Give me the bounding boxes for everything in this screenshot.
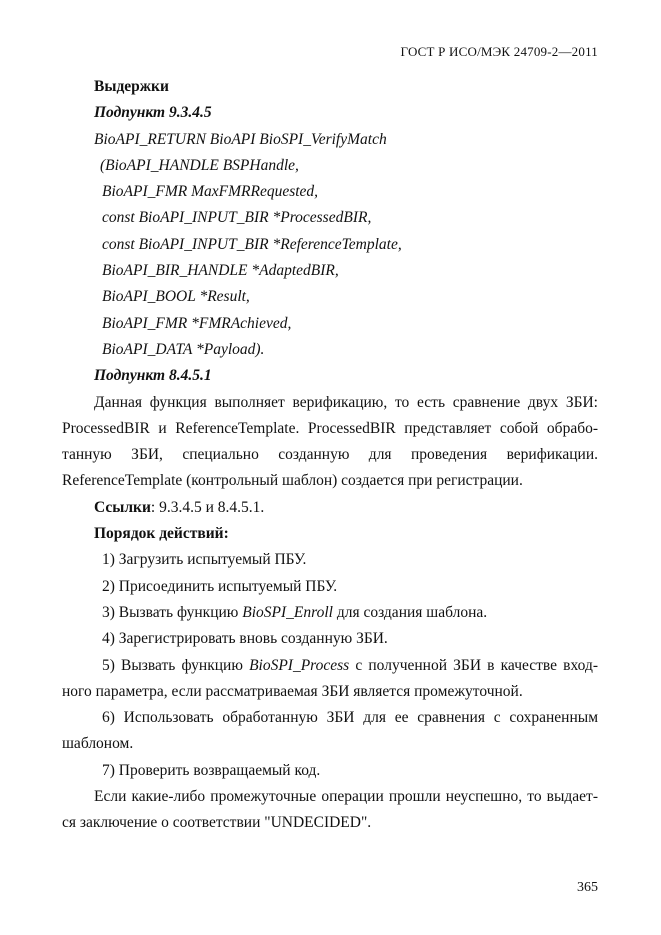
- references-line: [62, 495, 598, 521]
- procedure-step: [62, 600, 598, 626]
- subclause-heading-1: Подпункт 9.3.4.5: [94, 104, 212, 122]
- step-text: с полученной ЗБИ в качестве вход-: [349, 656, 598, 674]
- procedure-step-continued: ного параметра, если рассматриваемая ЗБИ является промежуточной.: [62, 682, 523, 700]
- function-name: BioSPI_Enroll: [242, 603, 333, 621]
- procedure-step: 6) Использовать обработанную ЗБИ для ее сравнения с сохраненным: [102, 709, 598, 727]
- subclause-heading-2: Подпункт 8.4.5.1: [94, 367, 212, 385]
- procedure-step: [62, 653, 598, 679]
- code-line: BioAPI_BIR_HANDLE *AdaptedBIR,: [102, 262, 339, 280]
- procedure-step-continued: шаблоном.: [62, 735, 134, 753]
- procedure-step: 7) Проверить возвращаемый код.: [102, 761, 321, 779]
- description-line: ReferenceTemplate (контрольный шаблон) создается при регистрации.: [62, 472, 523, 490]
- references-label: Ссылки: [94, 498, 151, 516]
- code-line: BioAPI_BOOL *Result,: [102, 288, 250, 306]
- excerpts-heading: Выдержки: [94, 78, 169, 95]
- procedure-step: 1) Загрузить испытуемый ПБУ.: [102, 551, 307, 569]
- procedure-heading: Порядок действий:: [94, 525, 229, 543]
- step-text: для создания шаблона.: [332, 603, 488, 621]
- page-number: 365: [577, 880, 598, 895]
- code-line: BioAPI_DATA *Payload).: [102, 340, 265, 358]
- code-line: const BioAPI_INPUT_BIR *ProcessedBIR,: [102, 209, 372, 227]
- standard-header: ГОСТ Р ИСО/МЭК 24709-2—2011: [400, 44, 598, 59]
- description-line: Данная функция выполняет верификацию, то есть сравнение двух ЗБИ:: [94, 393, 598, 411]
- description-line: танную ЗБИ, специально созданную для проведения верификации.: [62, 446, 598, 464]
- description-line: ProcessedBIR и ReferenceTemplate. ProcessedBIR представляет собой обрабо-: [62, 419, 598, 437]
- function-name: BioSPI_Process: [249, 656, 350, 674]
- page-content: [62, 74, 598, 837]
- references-value: : 9.3.4.5 и 8.4.5.1.: [150, 498, 265, 516]
- final-note: Если какие-либо промежуточные операции прошли неуспешно, то выдает-: [94, 788, 598, 806]
- step-text: 5) Вызвать функцию: [102, 656, 250, 674]
- final-note-continued: ся заключение о соответствии "UNDECIDED".: [62, 814, 372, 832]
- code-line: BioAPI_RETURN BioAPI BioSPI_VerifyMatch: [94, 130, 387, 148]
- code-line: (BioAPI_HANDLE BSPHandle,: [100, 156, 299, 174]
- procedure-step: 4) Зарегистрировать вновь созданную ЗБИ.: [102, 630, 388, 648]
- code-line: BioAPI_FMR MaxFMRRequested,: [102, 183, 319, 201]
- procedure-step: 2) Присоединить испытуемый ПБУ.: [102, 577, 338, 595]
- code-line: const BioAPI_INPUT_BIR *ReferenceTemplate,: [102, 235, 402, 253]
- code-line: BioAPI_FMR *FMRAchieved,: [102, 314, 292, 332]
- step-text: 3) Вызвать функцию: [102, 603, 243, 621]
